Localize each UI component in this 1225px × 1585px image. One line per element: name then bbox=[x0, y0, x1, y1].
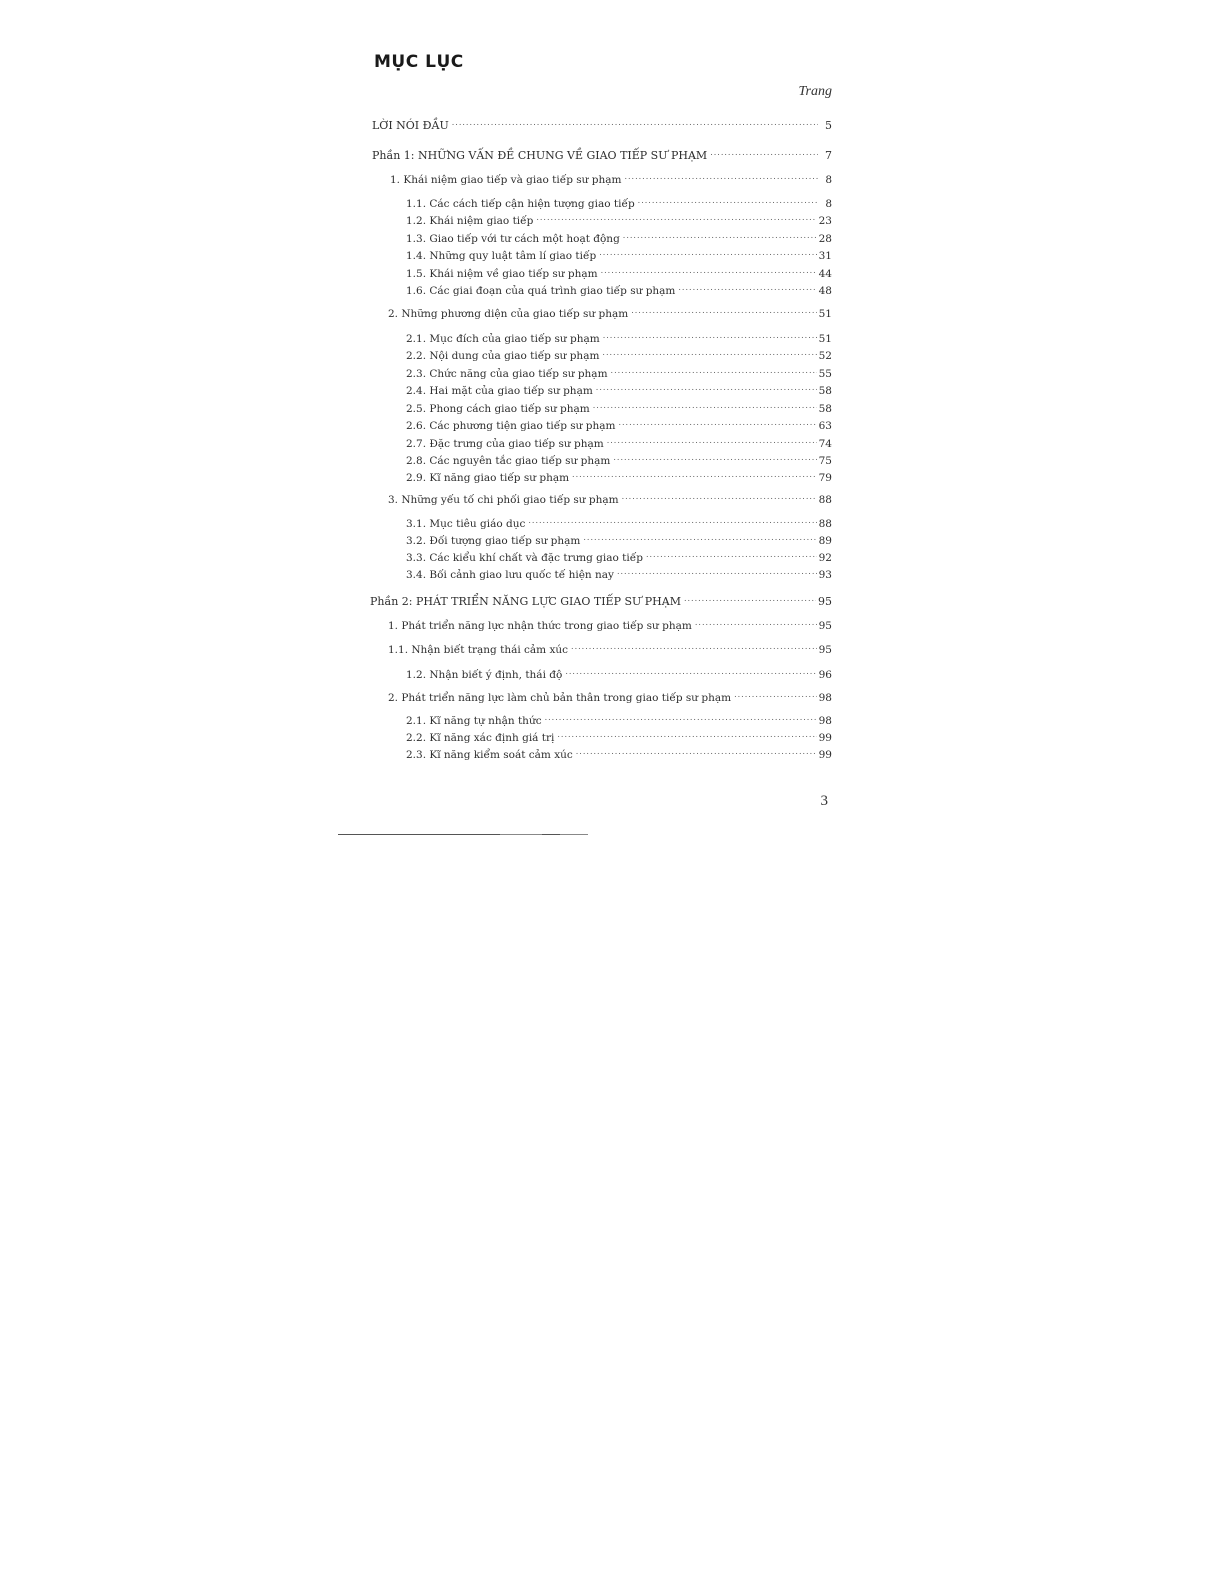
toc-leader-dots bbox=[613, 451, 816, 464]
toc-leader-dots bbox=[607, 434, 817, 447]
toc-entry-page: 48 bbox=[818, 285, 832, 297]
toc-leader-dots bbox=[684, 592, 816, 605]
toc-entry bbox=[406, 711, 832, 727]
toc-entry-label: 3.2. Đối tượng giao tiếp sư phạm bbox=[406, 535, 581, 547]
toc-entry-label: 1.5. Khái niệm về giao tiếp sư phạm bbox=[406, 268, 598, 280]
toc-entry-page: 8 bbox=[825, 198, 832, 210]
toc-entry bbox=[388, 688, 832, 704]
toc-entry bbox=[406, 381, 832, 397]
page-column-header: Trang bbox=[798, 84, 832, 99]
toc-entry-page: 93 bbox=[818, 569, 832, 581]
toc-entry-label: 3.1. Mục tiêu giáo dục bbox=[406, 518, 526, 530]
toc-entry-label: 1.6. Các giai đoạn của quá trình giao tiếp sư phạm bbox=[406, 285, 676, 297]
toc-entry bbox=[406, 229, 832, 245]
toc-entry-page: 51 bbox=[818, 333, 832, 345]
page-bottom-rule bbox=[338, 834, 588, 835]
toc-entry bbox=[406, 565, 832, 581]
toc-leader-dots bbox=[545, 711, 817, 724]
toc-entry-page: 7 bbox=[825, 149, 832, 162]
toc-entry-label: 2.6. Các phương tiện giao tiếp sư phạm bbox=[406, 420, 616, 432]
toc-entry bbox=[406, 745, 832, 761]
toc-entry bbox=[406, 399, 832, 415]
toc-entry-label: 2.8. Các nguyên tắc giao tiếp sư phạm bbox=[406, 455, 611, 467]
toc-entry-page: 63 bbox=[818, 420, 832, 432]
toc-entry bbox=[372, 116, 832, 132]
toc-entry-page: 75 bbox=[818, 455, 832, 467]
toc-leader-dots bbox=[528, 514, 816, 527]
toc-entry-page: 58 bbox=[818, 403, 832, 415]
toc-entry-label: 1.4. Những quy luật tâm lí giao tiếp bbox=[406, 250, 597, 262]
toc-leader-dots bbox=[710, 146, 818, 159]
toc-entry-label: 2.3. Chức năng của giao tiếp sư phạm bbox=[406, 368, 608, 380]
toc-entry bbox=[390, 170, 832, 186]
toc-entry-label: 2.2. Kĩ năng xác định giá trị bbox=[406, 732, 555, 744]
toc-entry bbox=[388, 304, 832, 320]
toc-entry-page: 51 bbox=[818, 308, 832, 320]
toc-leader-dots bbox=[617, 565, 817, 578]
toc-leader-dots bbox=[596, 381, 817, 394]
toc-entry-label: 2.9. Kĩ năng giao tiếp sư phạm bbox=[406, 472, 570, 484]
toc-entry-page: 95 bbox=[818, 644, 832, 656]
toc-entry-label: 2.2. Nội dung của giao tiếp sư phạm bbox=[406, 350, 600, 362]
toc-entry-page: 31 bbox=[818, 250, 832, 262]
toc-entry-label: 1. Khái niệm giao tiếp và giao tiếp sư phạm bbox=[390, 174, 622, 186]
toc-entry-label: 1.1. Các cách tiếp cận hiện tượng giao tiếp bbox=[406, 198, 635, 210]
toc-entry-label: 2.3. Kĩ năng kiểm soát cảm xúc bbox=[406, 749, 573, 761]
toc-entry-label: 2. Những phương diện của giao tiếp sư phạm bbox=[388, 308, 629, 320]
toc-entry bbox=[370, 592, 832, 608]
toc-leader-dots bbox=[734, 688, 817, 701]
toc-entry-label: 3.3. Các kiểu khí chất và đặc trưng giao tiếp bbox=[406, 552, 643, 564]
toc-entry bbox=[388, 490, 832, 506]
toc-entry bbox=[406, 281, 832, 297]
toc-leader-dots bbox=[452, 116, 818, 129]
toc-entry-label: 3. Những yếu tố chi phối giao tiếp sư phạm bbox=[388, 494, 619, 506]
toc-entry-label: 2. Phát triển năng lực làm chủ bản thân trong giao tiếp sư phạm bbox=[388, 692, 732, 704]
toc-entry bbox=[406, 211, 832, 227]
toc-entry-page: 92 bbox=[818, 552, 832, 564]
toc-entry-label: 1.2. Nhận biết ý định, thái độ bbox=[406, 669, 563, 681]
toc-leader-dots bbox=[622, 490, 817, 503]
toc-leader-dots bbox=[602, 346, 816, 359]
toc-title: MỤC LỤC bbox=[374, 52, 464, 72]
toc-entry bbox=[406, 346, 832, 362]
toc-entry bbox=[406, 246, 832, 262]
toc-entry-page: 98 bbox=[818, 715, 832, 727]
toc-entry bbox=[406, 434, 832, 450]
toc-entry-page: 79 bbox=[818, 472, 832, 484]
toc-entry-page: 23 bbox=[818, 215, 832, 227]
toc-entry bbox=[372, 146, 832, 162]
toc-leader-dots bbox=[536, 211, 816, 224]
toc-entry-label: 2.5. Phong cách giao tiếp sư phạm bbox=[406, 403, 590, 415]
toc-entry-page: 8 bbox=[825, 174, 832, 186]
toc-leader-dots bbox=[646, 548, 817, 561]
toc-entry-label: 3.4. Bối cảnh giao lưu quốc tế hiện nay bbox=[406, 569, 614, 581]
toc-leader-dots bbox=[678, 281, 816, 294]
toc-leader-dots bbox=[565, 665, 816, 678]
page-bottom-rule bbox=[560, 834, 588, 835]
toc-entry bbox=[406, 665, 832, 681]
table-of-contents bbox=[370, 0, 832, 780]
toc-entry-label: 1.3. Giao tiếp với tư cách một hoạt động bbox=[406, 233, 620, 245]
toc-entry-page: 98 bbox=[818, 692, 832, 704]
toc-entry-page: 58 bbox=[818, 385, 832, 397]
toc-entry-label: 2.1. Kĩ năng tự nhận thức bbox=[406, 715, 542, 727]
toc-entry bbox=[406, 451, 832, 467]
toc-entry-page: 99 bbox=[818, 732, 832, 744]
toc-leader-dots bbox=[572, 468, 817, 481]
toc-entry-page: 5 bbox=[825, 119, 832, 132]
toc-entry-page: 96 bbox=[818, 669, 832, 681]
toc-entry bbox=[406, 548, 832, 564]
toc-entry bbox=[406, 728, 832, 744]
toc-entry-label: 2.7. Đặc trưng của giao tiếp sư phạm bbox=[406, 438, 604, 450]
toc-entry-page: 74 bbox=[818, 438, 832, 450]
toc-entry bbox=[406, 468, 832, 484]
toc-entry-label: 1. Phát triển năng lực nhận thức trong giao tiếp sư phạm bbox=[388, 620, 692, 632]
toc-entry-page: 95 bbox=[818, 595, 832, 608]
toc-entry-page: 88 bbox=[818, 518, 832, 530]
toc-entry-label: 2.1. Mục đích của giao tiếp sư phạm bbox=[406, 333, 600, 345]
toc-entry-page: 99 bbox=[818, 749, 832, 761]
toc-leader-dots bbox=[623, 229, 817, 242]
toc-leader-dots bbox=[631, 304, 816, 317]
toc-entry-page: 52 bbox=[818, 350, 832, 362]
toc-entry-page: 88 bbox=[818, 494, 832, 506]
toc-entry-label: LỜI NÓI ĐẦU bbox=[372, 119, 449, 132]
toc-entry bbox=[406, 364, 832, 380]
toc-entry-label: Phần 1: NHỮNG VẤN ĐỀ CHUNG VỀ GIAO TIẾP SƯ PHẠM bbox=[372, 149, 708, 162]
toc-leader-dots bbox=[571, 640, 817, 653]
toc-entry-label: Phần 2: PHÁT TRIỂN NĂNG LỰC GIAO TIẾP SƯ PHẠM bbox=[370, 595, 681, 608]
toc-entry bbox=[406, 514, 832, 530]
toc-leader-dots bbox=[611, 364, 817, 377]
toc-entry bbox=[406, 194, 832, 210]
toc-leader-dots bbox=[603, 329, 817, 342]
document-page bbox=[370, 0, 840, 850]
page-bottom-rule bbox=[500, 834, 542, 835]
toc-entry-label: 1.1. Nhận biết trạng thái cảm xúc bbox=[388, 644, 569, 656]
toc-leader-dots bbox=[593, 399, 817, 412]
toc-entry-page: 95 bbox=[818, 620, 832, 632]
toc-entry bbox=[406, 329, 832, 345]
toc-entry-label: 2.4. Hai mặt của giao tiếp sư phạm bbox=[406, 385, 593, 397]
toc-entry-page: 44 bbox=[818, 268, 832, 280]
toc-leader-dots bbox=[601, 264, 817, 277]
toc-leader-dots bbox=[695, 616, 817, 629]
toc-leader-dots bbox=[618, 416, 816, 429]
toc-entry bbox=[406, 531, 832, 547]
toc-entry-label: 1.2. Khái niệm giao tiếp bbox=[406, 215, 534, 227]
toc-entry bbox=[406, 264, 832, 280]
toc-entry bbox=[388, 640, 832, 656]
toc-entry bbox=[388, 616, 832, 632]
toc-leader-dots bbox=[599, 246, 816, 259]
toc-leader-dots bbox=[624, 170, 818, 183]
toc-leader-dots bbox=[583, 531, 816, 544]
toc-entry bbox=[406, 416, 832, 432]
toc-leader-dots bbox=[638, 194, 818, 207]
toc-leader-dots bbox=[576, 745, 817, 758]
toc-leader-dots bbox=[557, 728, 816, 741]
toc-entry-page: 89 bbox=[818, 535, 832, 547]
page-number: 3 bbox=[820, 793, 828, 809]
toc-entry-page: 28 bbox=[818, 233, 832, 245]
toc-entry-page: 55 bbox=[818, 368, 832, 380]
